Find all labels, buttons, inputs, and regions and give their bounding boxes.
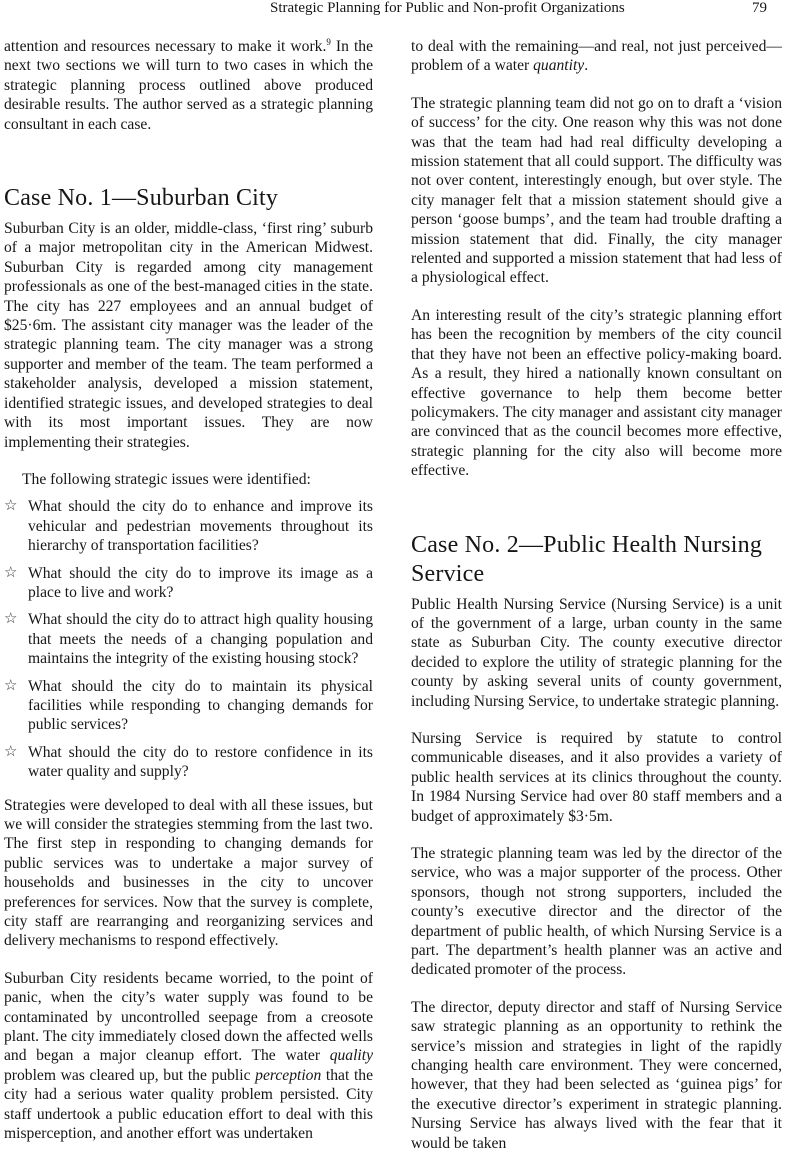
case1-heading: Case No. 1—Suburban City <box>4 185 279 212</box>
star-outline-icon: ☆ <box>4 677 18 694</box>
list-item: ☆ What should the city do to improve its image as a place to live and work? <box>4 564 373 601</box>
list-item: ☆ What should the city do to enhance and improve its vehicular and pedestrian movements throughout its hierarchy of transportation facilities? <box>4 498 373 555</box>
intro-paragraph: attention and resources necessary to make it work.$^9$ In the next two sections we will turn to two cases in which the strategic planning process outlined above produced desirable results. The author served as a strategic planning consultant in each case. <box>4 36 373 133</box>
case2-paragraph-3: The strategic planning team was led by the director of the service, who was a major supporter of the process. Other sponsors, though not strong supporters, included the county’s executive director and the director of the department of public health, of which Nursing Service is a part. The department’s health planner was an active and dedicated promoter of the process. <box>411 845 782 979</box>
right-column <box>411 37 782 1153</box>
footnote-marker: 9 <box>326 36 331 47</box>
list-item: ☆ What should the city do to maintain its physical facilities while responding to changing demands for public services? <box>4 677 373 734</box>
page-number: 79 <box>752 0 767 16</box>
left-column <box>4 37 373 1144</box>
continuation-paragraph: to deal with the remaining—and real, not just perceived—problem of a water quantity. <box>411 38 782 75</box>
case1-paragraph: Suburban City is an older, middle-class, ‘first ring’ suburb of a major metropolitan city in the American Midwest. Suburban City is regarded among city management professionals as one of the best-managed cities in the state. The city has 227 employees and an annual budget of $25·6m. The assistant city manager was the leader of the strategic planning team. The city manager was a strong supporter and member of the team. The team performed a stakeholder analysis, developed a mission statement, identified strategic issues, and developed strategies to deal with its most important issues. They are now implementing their strategies. <box>4 220 373 451</box>
strategic-issues-list <box>4 497 373 781</box>
star-outline-icon: ☆ <box>4 611 18 628</box>
case2-paragraph-2: Nursing Service is required by statute to control communicable diseases, and it also provides a variety of public health services at its clinics throughout the county. In 1984 Nursing Service had over 80 staff members and a budget of approximately $3·5m. <box>411 729 782 825</box>
case2-paragraph-1: Public Health Nursing Service (Nursing Service) is a unit of the government of a large, urban county in the same state as Suburban City. The county executive director decided to explore the utility of strategic planning for the county by asking several units of county government, including Nursing Service, to undertake strategic planning. <box>411 595 782 710</box>
list-item: ☆ What should the city do to restore confidence in its water quality and supply? <box>4 743 373 781</box>
case2-heading: Case No. 2—Public Health Nursing Service <box>411 531 763 587</box>
council-paragraph: An interesting result of the city’s strategic planning effort has been the recognition by members of the city council that they have not been an effective policy-making board. As a result, they hired a nationally known consultant on effective governance to help them become better policymakers. The city manager and assistant city manager are convinced that as the council becomes more effective, strategic planning for the city also will become more effective. <box>411 306 782 480</box>
strategies-paragraph: Strategies were developed to deal with all these issues, but we will consider the strategies stemming from the last two. The first step in responding to changing demands for public services was to undertake a major survey of households and businesses in the city to uncover preferences for services. Now that the survey is complete, city staff are rearranging and reorganizing services and delivery mechanisms to respond effectively. <box>4 796 373 950</box>
star-outline-icon: ☆ <box>4 498 18 515</box>
issues-intro: The following strategic issues were identified: <box>22 470 311 488</box>
star-outline-icon: ☆ <box>4 564 18 581</box>
running-title: Strategic Planning for Public and Non-profit Organizations <box>270 0 625 16</box>
water-paragraph: Suburban City residents became worried, to the point of panic, when the city’s water supply was found to be contaminated by uncontrolled seepage from a creosote plant. The city immediately closed down the affected wells and began a major cleanup effort. The water quality problem was cleared up, but the public perception that the city had a serious water quality problem persisted. City staff undertook a public education effort to deal with this misperception, and another effort was undertaken <box>4 969 373 1143</box>
star-outline-icon: ☆ <box>4 743 18 760</box>
page-header <box>0 0 785 20</box>
vision-paragraph: The strategic planning team did not go on to draft a ‘vision of success’ for the city. One reason why this was not done was that the team had had real difficulty developing a mission statement that all could support. The difficulty was not over content, interestingly enough, but over style. The city manager felt that a mission statement should give a person ‘goose bumps’, and the team had trouble drafting a mission statement that did. Finally, the city manager relented and supported a mission statement that had less of a physiological effect. <box>411 94 782 287</box>
list-item: ☆ What should the city do to attract high quality housing that meets the needs of a changing population and maintains the integrity of the existing housing stock? <box>4 611 373 668</box>
case2-paragraph-4: The director, deputy director and staff of Nursing Service saw strategic planning as an opportunity to rethink the service’s mission and strategies in light of the rapidly changing health care environment. They were concerned, however, that they had been selected as ‘guinea pigs’ for the executive director’s experiment in strategic planning. Nursing Service has always lived with the fear that it would be taken <box>411 998 782 1152</box>
